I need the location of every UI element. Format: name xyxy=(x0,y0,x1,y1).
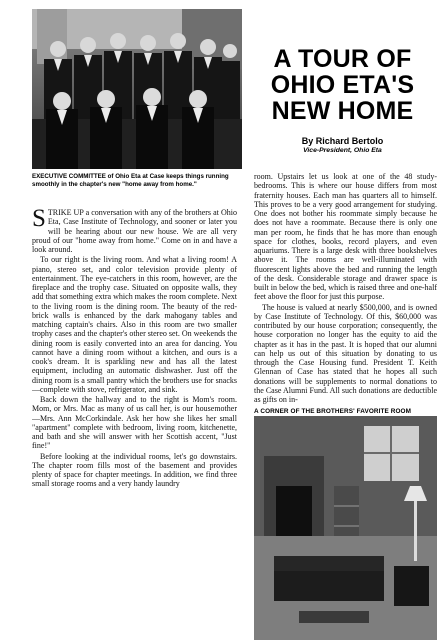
paragraph xyxy=(32,208,237,254)
author-name: By Richard Bertolo xyxy=(301,136,384,146)
favorite-room-photo xyxy=(254,416,437,640)
room-photo-image xyxy=(254,416,437,640)
paragraph: The house is valued at nearly $500,000, and is owned by Case Institute of Technology. Of this, $60,000 was contributed by our house corporation; consequently, the house corporation no longer has the equity to aid the chapter as it has in the past. It is hoped that our alumni can help us out of this situation by donating to us through the Case Housing fund. President T. Keith Glennan of Case has stated that he hopes all such donations will be supplements to normal donations to the Case Alumni Fund. All such donations are deductible as gifts on in- xyxy=(254,302,437,404)
paragraph-text: TRIKE UP a conversation with any of the brothers at Ohio Eta, Case Institute of Technology, and sooner or later you will be hearing about our new house. We are all very proud of our "home away from home." Come on in and have a look around. xyxy=(32,208,237,254)
byline xyxy=(255,136,430,155)
drop-cap: S xyxy=(32,208,46,232)
paragraph: room. Upstairs let us look at one of the 48 study-bedrooms. This is where our house differs from most fraternity houses. Each man has quarters all to himself. This proves to be a very good arrangement for studying. One does not bother his roommate simply because he does not have a roommate. Because there is only one man per room, he finds that he has more than enough space for clothes, books, record players, and even aquariums. There is a large desk with three bookshelves above it. The rooms are well-illuminated with fluorescent lights above the bed and running the length of the desk. Considerable storage and drawer space is built in below the bed, which is raised three and one-half feet above the floor for just this purpose. xyxy=(254,172,437,302)
title-line-2: OHIO ETA'S xyxy=(270,70,415,99)
paragraph: Before looking at the individual rooms, let's go downstairs. The chapter room fills most of the basement and provides plenty of space for chapter meetings. In addition, we find three small storage rooms and a very handy laundry xyxy=(32,451,237,489)
top-photo-caption: EXECUTIVE COMMITTEE of Ohio Eta at Case keeps things running smoothly in the chapter's new "home away from home." xyxy=(32,173,229,188)
paragraph: To our right is the living room. And what a living room! A piano, stereo set, and color television provide plenty of entertainment. The eye-catchers in this room, however, are the fireplace and the trophy case. Situated on opposite walls, they add that something extra which makes the room complete. Next to the living room is the dining room. The beauty of the red-brick walls is enhanced by the dark mahogany tables and matching captain's chairs. Also in this room are two smaller trophy cases and the chapter's other stereo set. On weekends the dining room is easily converted into an area for dancing. You cannot have a dining room without a kitchen, and ours is a cook's dream. It is sparkling new and has all the latest equipment, including an automatic dishwasher. Just off the dining room is a small pantry which the brothers use for snacks—complete with stove, refrigerator, and sink. xyxy=(32,255,237,394)
executive-committee-photo xyxy=(32,9,242,169)
bottom-photo-caption: A CORNER OF THE BROTHERS' FAVORITE ROOM xyxy=(254,408,412,415)
title-line-1: A TOUR OF xyxy=(273,45,412,73)
author-role: Vice-President, Ohio Eta xyxy=(303,146,382,154)
right-text-column xyxy=(254,172,437,408)
article-title xyxy=(255,47,430,124)
left-text-column xyxy=(32,208,237,633)
paragraph: Back down the hallway and to the right is Mom's room. Mom, or Mrs. Mac as many of us call her, is our housemother—Mrs. Ann McCorkindale. Ask her how she likes her small "apartment" complete with bedroom, living room, kitchenette, and bath and she will answer with her Scottish accent, "Just fine!" xyxy=(32,395,237,451)
title-line-3: NEW HOME xyxy=(271,96,414,125)
group-photo-image xyxy=(32,9,242,169)
